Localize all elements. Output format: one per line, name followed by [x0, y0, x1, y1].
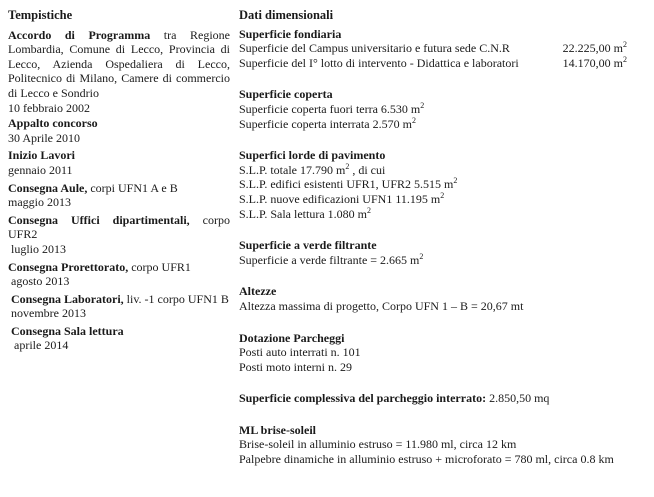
slp-row-text: S.L.P. nuove edificazioni UFN1 11.195 m	[239, 191, 441, 206]
uffici-label: Consegna Uffici dipartimentali,	[8, 212, 190, 227]
inizio-date: gennaio 2011	[8, 162, 73, 177]
fondiaria-row-label: Superficie del Campus universitario e futura sede C.N.R	[239, 41, 510, 56]
fondiaria-unit-sup: 2	[623, 54, 627, 64]
coperta-row-text: Superficie coperta interrata 2.570 m	[239, 116, 412, 131]
parcheggi-row: Posti auto interrati n. 101	[239, 345, 361, 360]
accordo-label: Accordo di Programma	[8, 27, 151, 42]
uffici-date: luglio 2013	[11, 241, 67, 256]
fondiaria-row-label: Superficie del I° lotto di intervento - Didattica e laboratori	[239, 55, 519, 70]
coperta-row-text: Superficie coperta fuori terra 6.530 m	[239, 101, 421, 116]
verde-row-text: Superficie a verde filtrante = 2.665 m	[239, 252, 420, 267]
lettura-date: aprile 2014	[14, 338, 69, 353]
fondiaria-row	[239, 41, 649, 56]
laboratori-detail: liv. -1 corpo UFN1 B	[126, 291, 229, 306]
accordo-date: 10 febbraio 2002	[8, 100, 90, 115]
brise-row: Brise-soleil in alluminio estruso = 11.980 ml, circa 12 km	[239, 437, 517, 452]
coperta-row	[239, 117, 649, 132]
verde-unit-sup: 2	[419, 251, 424, 261]
slp-row	[239, 207, 649, 222]
appalto-label: Appalto concorso	[8, 116, 98, 131]
prorettorato-date: agosto 2013	[11, 274, 70, 289]
tempistiche-title: Tempistiche	[8, 8, 73, 22]
altezze-row: Altezza massima di progetto, Corpo UFN 1 – B = 20,67 mt	[239, 298, 524, 313]
inizio-label: Inizio Lavori	[8, 148, 76, 163]
fondiaria-row-value	[563, 56, 627, 71]
verde-title: Superficie a verde filtrante	[239, 238, 377, 253]
slp-row-text: S.L.P. totale 17.790 m	[239, 162, 346, 177]
altezze-title: Altezze	[239, 284, 277, 299]
fondiaria-row	[239, 56, 649, 71]
slp-row-after: , di cui	[349, 162, 386, 177]
dati-title: Dati dimensionali	[239, 8, 334, 22]
slp-title: Superfici lorde di pavimento	[239, 148, 386, 163]
complessiva-value: 2.850,50 mq	[486, 391, 550, 406]
lettura-label: Consegna Sala lettura	[11, 323, 124, 338]
slp-row-text: S.L.P. edifici esistenti UFR1, UFR2 5.515 m	[239, 177, 454, 192]
slp-unit-sup: 2	[440, 190, 445, 200]
coperta-unit-sup: 2	[411, 115, 416, 125]
laboratori-date: novembre 2013	[11, 306, 86, 321]
accordo-text: tra Regione Lombardia, Comune di Lecco, Provincia di Lecco, Azienda Ospedaliera di Lecco, Politecnico di Milano, Camere di commercio di Lecco e Sondrio	[8, 27, 230, 100]
fondiaria-value-text: 22.225,00 m	[562, 41, 623, 56]
slp-row	[239, 163, 649, 178]
prorettorato-paragraph	[8, 260, 230, 275]
appalto-date: 30 Aprile 2010	[8, 130, 80, 145]
slp-unit-sup: 2	[367, 205, 371, 215]
laboratori-paragraph	[8, 292, 230, 307]
fondiaria-value-text: 14.170,00 m	[562, 55, 623, 70]
slp-unit-sup: 2	[453, 176, 458, 186]
uffici-paragraph	[8, 213, 230, 242]
coperta-row	[239, 102, 649, 117]
coperta-unit-sup: 2	[420, 100, 425, 110]
aule-date: maggio 2013	[8, 195, 71, 210]
slp-row	[239, 192, 649, 207]
accordo-paragraph	[8, 28, 230, 101]
brise-row: Palpebre dinamiche in alluminio estruso + microforato = 780 ml, circa 0.8 km	[239, 452, 614, 467]
slp-unit-sup: 2	[345, 161, 350, 171]
prorettorato-detail: corpo UFR1	[131, 259, 191, 274]
prorettorato-label: Consegna Prorettorato,	[8, 259, 129, 274]
aule-detail: corpi UFN1 A e B	[90, 180, 178, 195]
laboratori-label: Consegna Laboratori,	[11, 291, 124, 306]
slp-row	[239, 177, 649, 192]
uffici-detail: corpo UFR2	[8, 212, 230, 242]
brise-title: ML brise-soleil	[239, 422, 316, 437]
fondiaria-title: Superficie fondiaria	[239, 26, 342, 41]
coperta-title: Superficie coperta	[239, 87, 333, 102]
complessiva-row	[239, 391, 649, 406]
verde-row	[239, 253, 649, 268]
parcheggi-row: Posti moto interni n. 29	[239, 359, 353, 374]
parcheggi-title: Dotazione Parcheggi	[239, 330, 345, 345]
tempistiche-column	[8, 8, 230, 353]
aule-label: Consegna Aule,	[8, 180, 88, 195]
dati-dimensionali-column	[239, 8, 649, 467]
fondiaria-row-value	[563, 41, 627, 56]
fondiaria-unit-sup: 2	[623, 40, 627, 50]
aule-paragraph	[8, 181, 230, 196]
complessiva-label: Superficie complessiva del parcheggio interrato:	[239, 391, 487, 406]
slp-row-text: S.L.P. Sala lettura 1.080 m	[239, 206, 367, 221]
